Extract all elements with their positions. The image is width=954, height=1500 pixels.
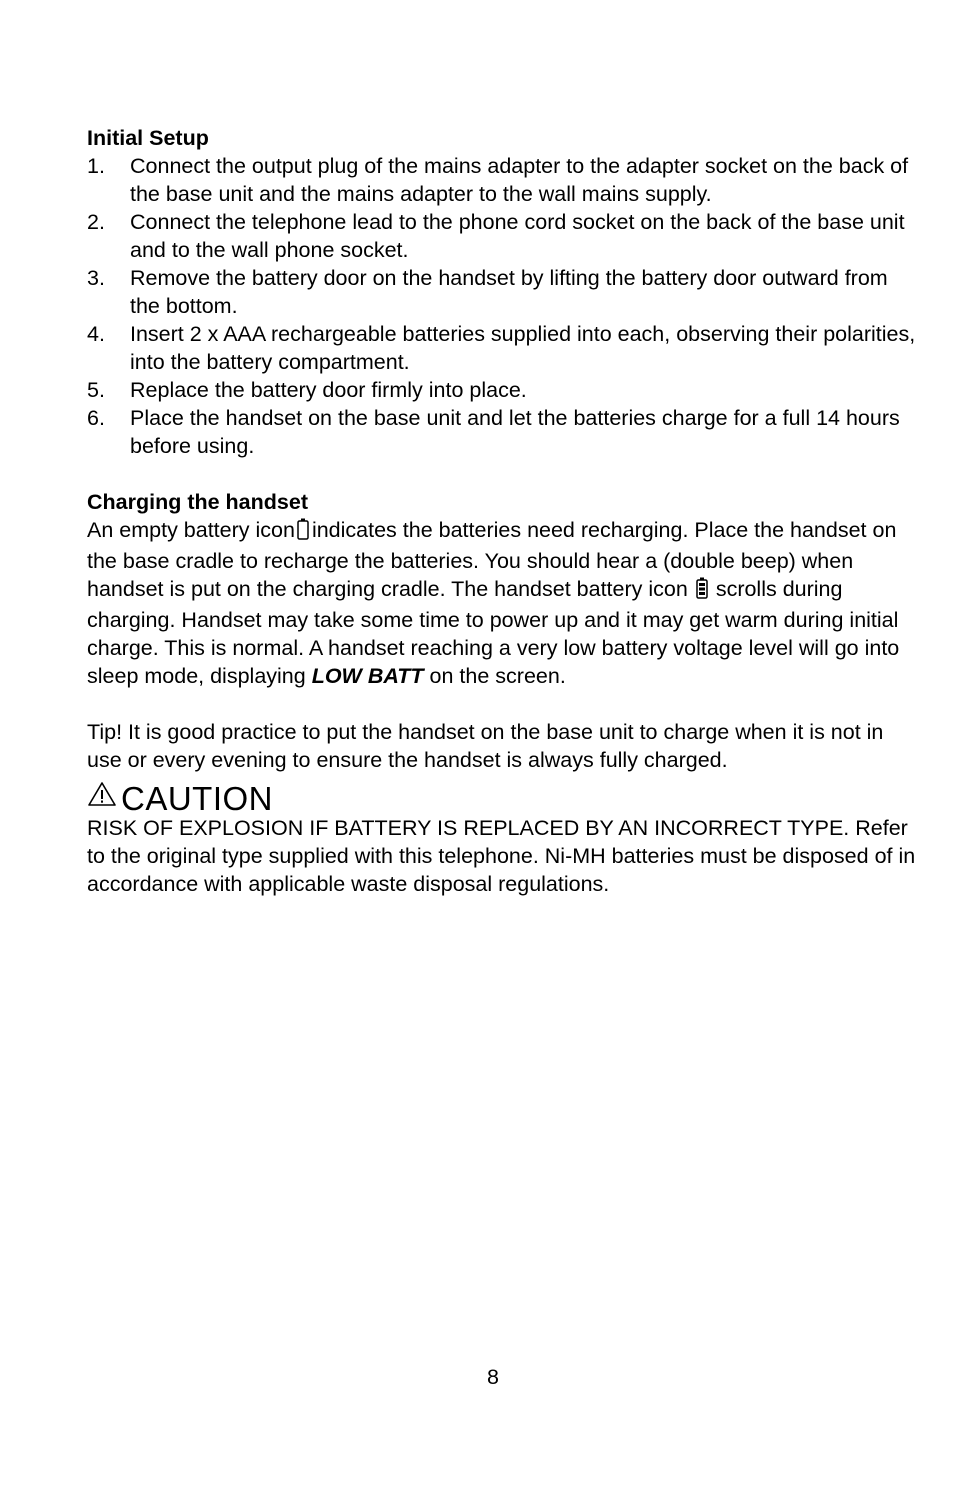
caution-header bbox=[87, 780, 917, 816]
section-gap bbox=[87, 690, 917, 718]
step-text: Replace the battery door firmly into place. bbox=[130, 378, 527, 402]
caution-title: CAUTION bbox=[121, 780, 273, 817]
step-number: 1. bbox=[87, 154, 105, 178]
step-text: Insert 2 x AAA rechargeable batteries supplied into each, observing their polarities, into the battery compartment. bbox=[130, 322, 916, 374]
warning-triangle-icon bbox=[87, 781, 117, 814]
charging-paragraph bbox=[87, 516, 917, 690]
page-number: 8 bbox=[487, 1365, 499, 1389]
setup-step bbox=[87, 152, 917, 208]
charging-text: indicates the batteries need recharging. Place the handset on the base cradle to recharge the batteries. You should hear a (double beep) when handset is put on the charging cradle. The handset battery icon bbox=[87, 518, 897, 601]
tip-paragraph: Tip! It is good practice to put the handset on the base unit to charge when it is not in use or every evening to ensure the handset is always fully charged. bbox=[87, 720, 884, 772]
manual-page-content bbox=[87, 124, 917, 898]
low-batt-label: LOW BATT bbox=[311, 664, 424, 688]
setup-step bbox=[87, 264, 917, 320]
empty-battery-icon bbox=[297, 518, 309, 547]
setup-step bbox=[87, 404, 917, 460]
setup-step bbox=[87, 320, 917, 376]
initial-setup-steps bbox=[87, 152, 917, 460]
step-text: Connect the telephone lead to the phone cord socket on the back of the base unit and to the wall phone socket. bbox=[130, 210, 905, 262]
charging-text: An empty battery icon bbox=[87, 518, 295, 542]
charging-text: scrolls during charging. Handset may take some time to power up and it may get warm during initial charge. This is normal. A handset reaching a very low battery voltage level will go into sleep mode, displaying bbox=[87, 577, 900, 688]
step-number: 2. bbox=[87, 210, 105, 234]
charging-text: on the screen. bbox=[429, 664, 566, 688]
charging-heading: Charging the handset bbox=[87, 490, 308, 514]
step-text: Connect the output plug of the mains adapter to the adapter socket on the back of the base unit and the mains adapter to the wall mains supply. bbox=[130, 154, 909, 206]
step-text: Remove the battery door on the handset by lifting the battery door outward from the bottom. bbox=[130, 266, 888, 318]
charging-battery-icon bbox=[696, 577, 708, 606]
step-number: 3. bbox=[87, 266, 105, 290]
caution-paragraph: RISK OF EXPLOSION IF BATTERY IS REPLACED BY AN INCORRECT TYPE. Refer to the original type supplied with this telephone. Ni-MH batteries must be disposed of in accordance with applicable waste disposal regulations. bbox=[87, 816, 916, 896]
step-number: 6. bbox=[87, 406, 105, 430]
step-text: Place the handset on the base unit and let the batteries charge for a full 14 hours before using. bbox=[130, 406, 900, 458]
setup-step bbox=[87, 376, 917, 404]
initial-setup-heading: Initial Setup bbox=[87, 126, 209, 150]
step-number: 5. bbox=[87, 378, 105, 402]
step-number: 4. bbox=[87, 322, 105, 346]
setup-step bbox=[87, 208, 917, 264]
section-gap bbox=[87, 460, 917, 488]
